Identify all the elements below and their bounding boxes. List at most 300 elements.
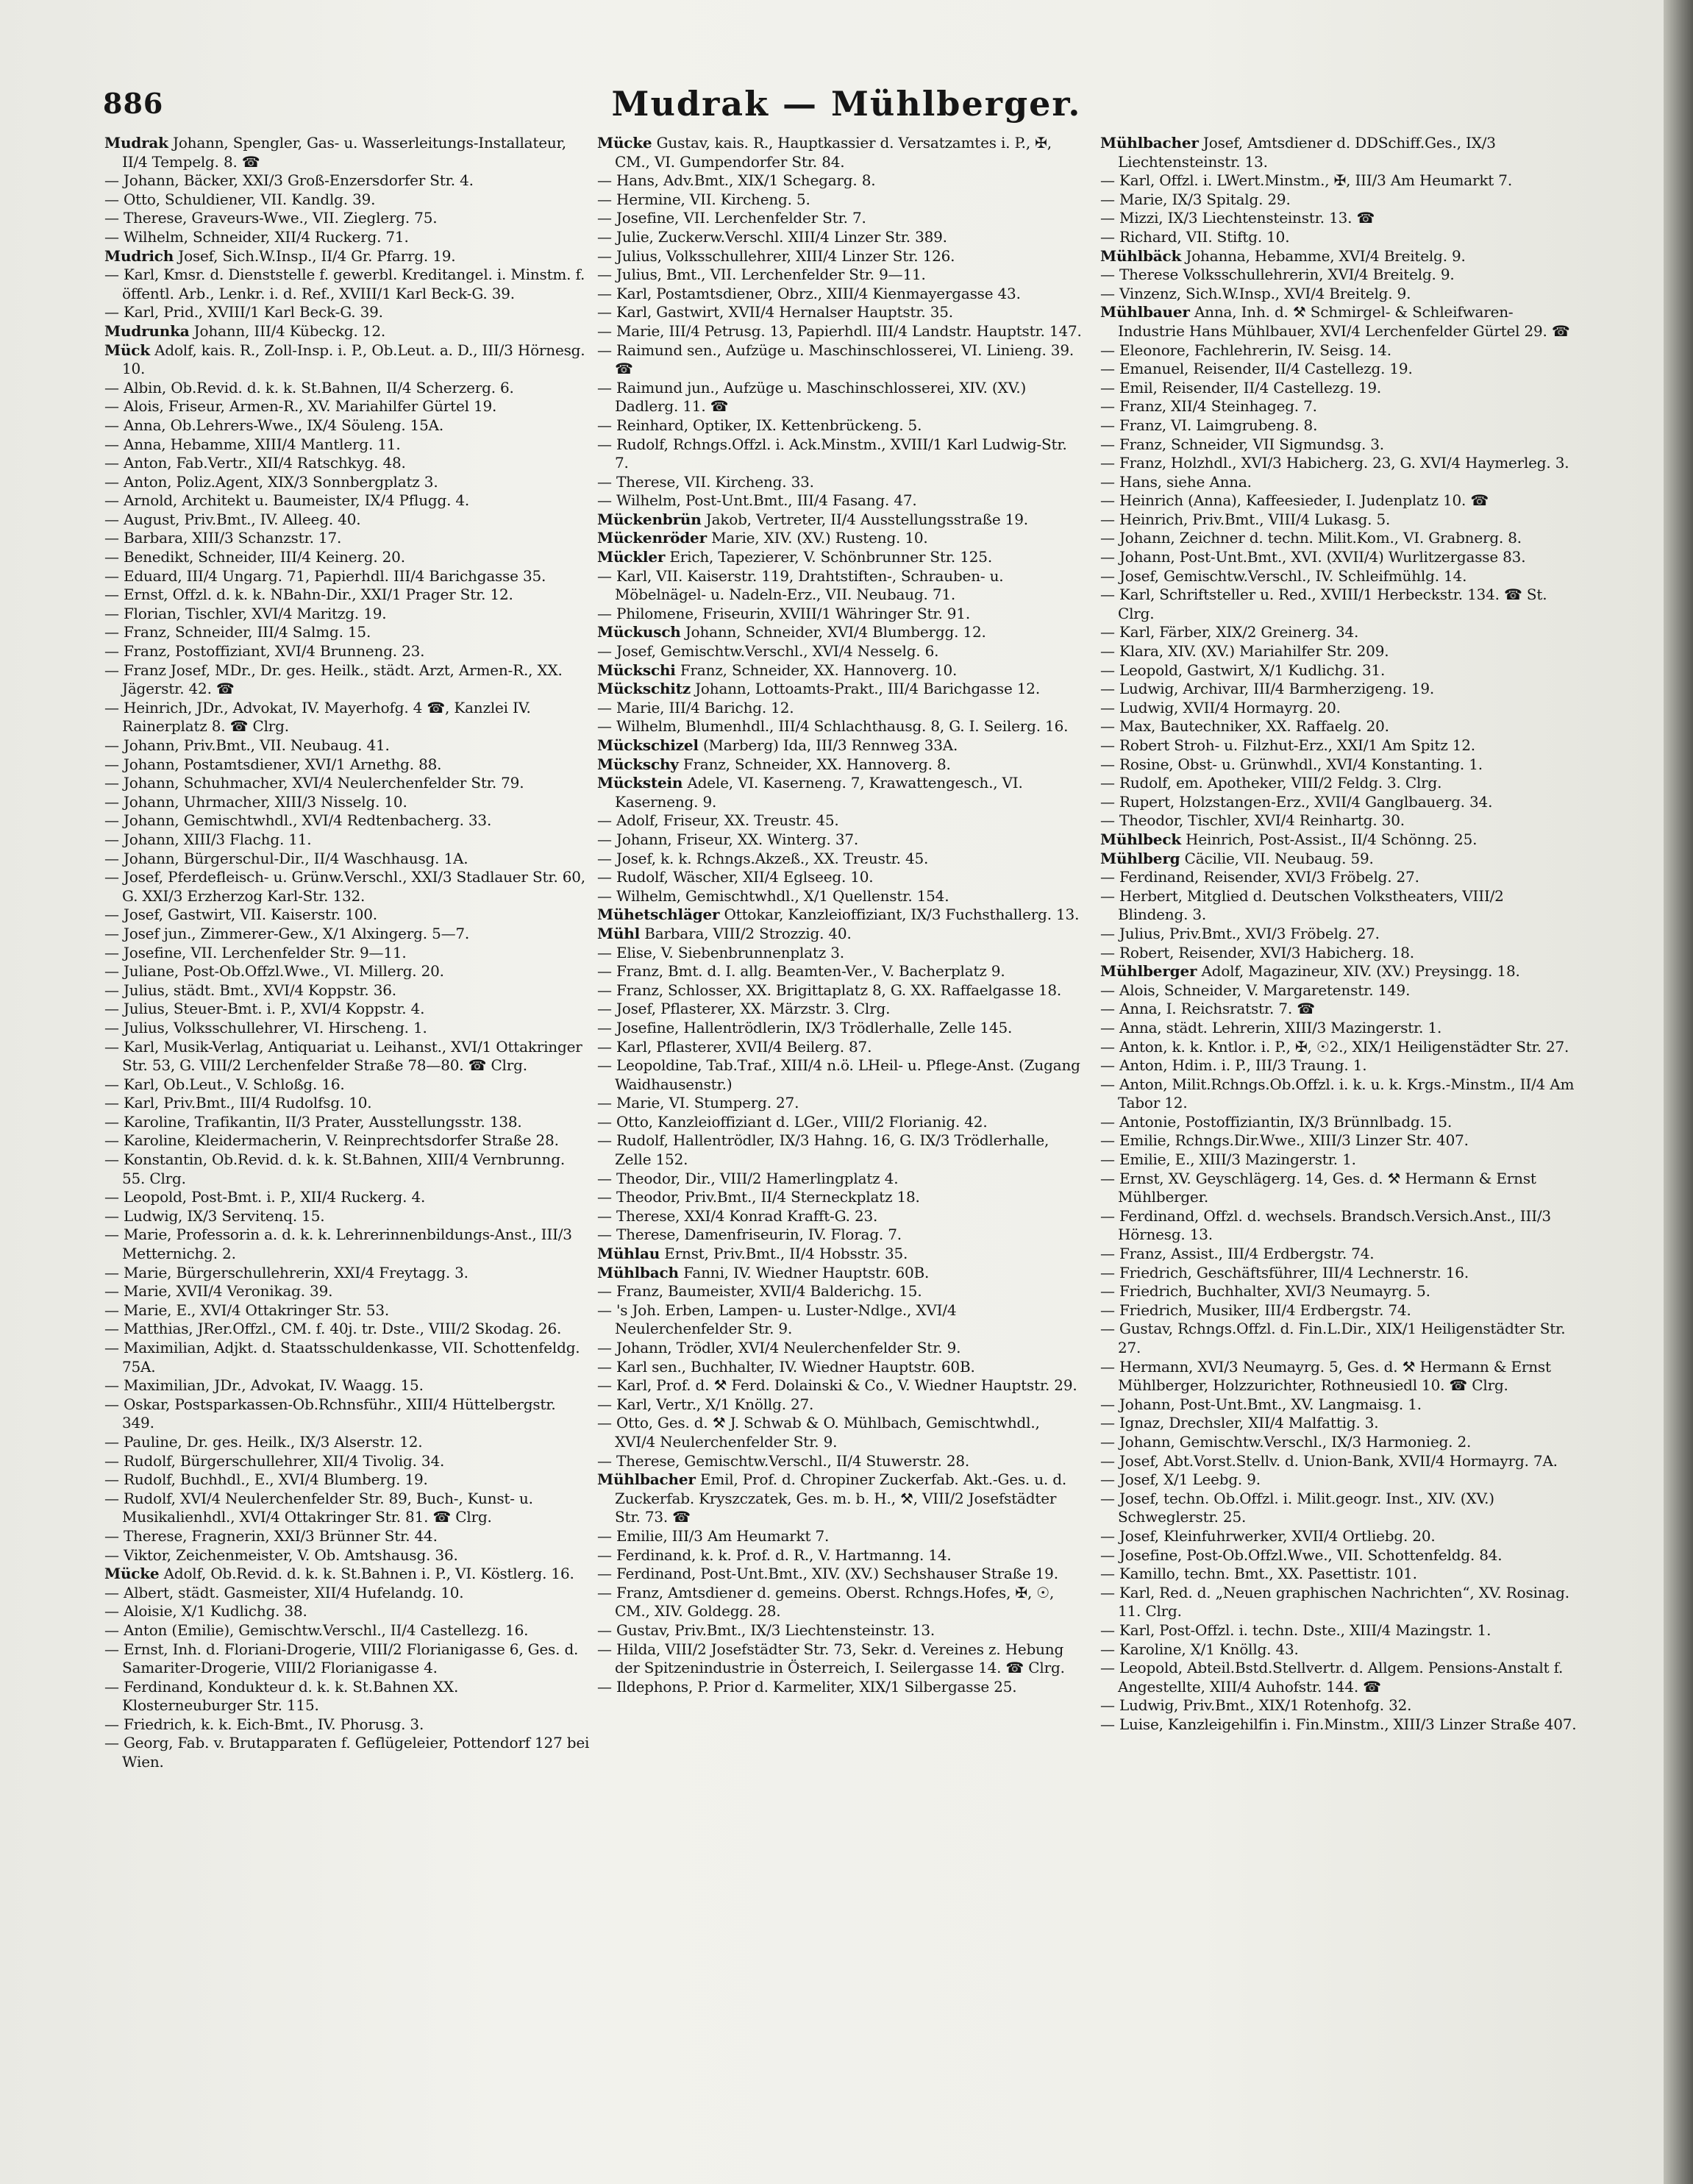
- entry-text: — Oskar, Postsparkassen-Ob.Rchnsführ., XIII/4 Hüttelbergstr. 349.: [104, 1395, 556, 1432]
- directory-entry: [1100, 473, 1578, 492]
- directory-entry: [597, 623, 1083, 642]
- directory-entry: [597, 1395, 1083, 1415]
- entry-text: Adele, VI. Kaserneng. 7, Krawattengesch., VI. Kaserneng. 9.: [615, 774, 1023, 811]
- entry-text: Franz, Schneider, XX. Hannoverg. 10.: [680, 661, 958, 679]
- entry-text: — Marie, XVII/4 Veronikag. 39.: [104, 1282, 333, 1301]
- directory-entry: [597, 850, 1083, 869]
- entry-text: — Kamillo, techn. Bmt., XX. Pasettistr. 101.: [1100, 1565, 1417, 1583]
- directory-entry: [597, 736, 1083, 755]
- entry-text: Gustav, kais. R., Hauptkassier d. Versatzamtes i. P., ✠, CM., VI. Gumpendorfer Str. 84.: [615, 134, 1052, 171]
- entry-text: — Karl, Postamtsdiener, Obrz., XIII/4 Kienmayergasse 43.: [597, 284, 1021, 302]
- entry-text: — Karoline, X/1 Knöllg. 43.: [1100, 1640, 1299, 1658]
- directory-entry: [104, 830, 590, 850]
- entry-surname: Mudrak: [104, 134, 168, 152]
- entry-text: — Ildephons, P. Prior d. Karmeliter, XIX/1 Silbergasse 25.: [597, 1677, 1017, 1696]
- directory-entry: [104, 1113, 590, 1132]
- entry-text: — Therese Volksschullehrerin, XVI/4 Breitelg. 9.: [1100, 266, 1455, 284]
- entry-text: — Johann, Zeichner d. techn. Milit.Kom., VI. Grabnerg. 8.: [1100, 529, 1522, 547]
- directory-entry: [104, 1565, 590, 1584]
- directory-entry: [1100, 491, 1578, 511]
- entry-text: Erich, Tapezierer, V. Schönbrunner Str. 125.: [669, 548, 992, 566]
- directory-entry: [104, 850, 590, 869]
- entry-text: — Anton, Poliz.Agent, XIX/3 Sonnbergplatz 3.: [104, 472, 438, 491]
- directory-entry: [597, 1565, 1083, 1584]
- entry-text: (Marberg) Ida, III/3 Rennweg 33A.: [702, 736, 958, 754]
- directory-entry: [597, 944, 1083, 963]
- directory-entry: [597, 1245, 1083, 1264]
- directory-entry: [597, 868, 1083, 887]
- directory-entry: [597, 473, 1083, 492]
- directory-entry: [1100, 1621, 1578, 1640]
- entry-text: — Marie, VI. Stumperg. 27.: [597, 1094, 799, 1112]
- entry-text: — Konstantin, Ob.Revid. d. k. k. St.Bahnen, XIII/4 Vernbrunng. 55. Clrg.: [104, 1150, 565, 1187]
- directory-entry: [104, 906, 590, 925]
- directory-entry: [597, 303, 1083, 322]
- entry-text: — Viktor, Zeichenmeister, V. Ob. Amtshausg. 36.: [104, 1545, 458, 1564]
- directory-entry: [597, 209, 1083, 228]
- entry-surname: Mühlberger: [1100, 962, 1197, 981]
- directory-entry: [597, 1000, 1083, 1019]
- directory-entry: [597, 887, 1083, 906]
- directory-entry: [597, 1056, 1083, 1094]
- entry-text: — Josef, X/1 Leebg. 9.: [1100, 1470, 1261, 1489]
- entry-text: — Josef, Gastwirt, VII. Kaiserstr. 100.: [104, 906, 377, 924]
- entry-text: — Philomene, Friseurin, XVIII/1 Währinger Str. 91.: [597, 604, 970, 622]
- entry-text: Barbara, VIII/2 Strozzig. 40.: [644, 924, 852, 942]
- entry-text: — Franz, Postoffiziant, XVI/4 Brunneng. 23.: [104, 642, 425, 661]
- directory-entry: [597, 1640, 1083, 1678]
- page-edge-shadow: [1664, 0, 1693, 2184]
- directory-entry: [597, 247, 1083, 266]
- entry-text: — Karl, VII. Kaiserstr. 119, Drahtstiften-, Schrauben- u. Möbelnägel- u. Nadeln-Erz., VII. Neubaug. 71.: [597, 566, 1004, 604]
- directory-entry: [1100, 661, 1578, 680]
- directory-entry: [597, 1527, 1083, 1546]
- directory-column-2: [597, 134, 1083, 2149]
- entry-text: — Franz, Holzhdl., XVI/3 Habicherg. 23, G. XVI/4 Haymerleg. 3.: [1100, 454, 1569, 472]
- entry-text: — Leopold, Post-Bmt. i. P., XII/4 Ruckerg. 4.: [104, 1188, 426, 1206]
- entry-surname: Mückenbrün: [597, 510, 702, 528]
- directory-entry: [1100, 397, 1578, 416]
- directory-entry: [104, 1150, 590, 1188]
- entry-text: Emil, Prof. d. Chropiner Zuckerfab. Akt.-Ges. u. d. Zuckerfab. Kryszczatek, Ges. m. b. H., ⚒, VIII/2 Josefstädter Str. 73. ☎: [615, 1470, 1066, 1526]
- directory-entry: [1100, 266, 1578, 285]
- entry-text: — Raimund jun., Aufzüge u. Maschinschlosserei, XIV. (XV.) Dadlerg. 11. ☎: [597, 378, 1027, 416]
- entry-text: — Hans, siehe Anna.: [1100, 472, 1252, 491]
- entry-text: — Alois, Friseur, Armen-R., XV. Mariahilfer Gürtel 19.: [104, 397, 497, 416]
- entry-text: Marie, XIV. (XV.) Rusteng. 10.: [711, 529, 928, 547]
- entry-text: — Karl, Kmsr. d. Dienststelle f. gewerbl. Kreditangel. i. Minstm. f. öffentl. Arb., Lenkr. i. d. Ref., XVIII/1 Karl Beck-G. 39.: [104, 266, 585, 302]
- directory-entry: [1100, 529, 1578, 548]
- entry-text: — Leopold, Gastwirt, X/1 Kudlichg. 31.: [1100, 661, 1386, 679]
- entry-text: — Rudolf, XVI/4 Neulerchenfelder Str. 89, Buch-, Kunst- u. Musikalienhdl., XVI/4 Ottakringer Str. 81. ☎ Clrg.: [104, 1489, 533, 1526]
- directory-entry: [104, 134, 590, 171]
- directory-entry: [1100, 1490, 1578, 1527]
- directory-entry: [1100, 1113, 1578, 1132]
- entry-text: — Matthias, JRer.Offzl., CM. f. 40j. tr. Dste., VIII/2 Skodag. 26.: [104, 1320, 562, 1338]
- entry-text: — Georg, Fab. v. Brutapparaten f. Geflügeleier, Pottendorf 127 bei Wien.: [104, 1734, 590, 1771]
- entry-text: — Johann, XIII/3 Flachg. 11.: [104, 830, 312, 848]
- directory-entry: [104, 1395, 590, 1433]
- entry-text: — Julius, Volksschullehrer, XIII/4 Linzer Str. 126.: [597, 246, 955, 265]
- directory-entry: [597, 1264, 1083, 1283]
- entry-text: — Otto, Schuldiener, VII. Kandlg. 39.: [104, 190, 376, 208]
- entry-text: — Karl, Priv.Bmt., III/4 Rudolfsg. 10.: [104, 1094, 372, 1112]
- directory-entry: [597, 1452, 1083, 1471]
- entry-text: — Emilie, E., XIII/3 Mazingerstr. 1.: [1100, 1150, 1356, 1169]
- directory-entry: [104, 511, 590, 530]
- entry-text: — Marie, E., XVI/4 Ottakringer Str. 53.: [104, 1301, 390, 1319]
- directory-entry: [1100, 774, 1578, 793]
- entry-text: — Rudolf, Rchngs.Offzl. i. Ack.Minstm., XVIII/1 Karl Ludwig-Str. 7.: [597, 435, 1067, 472]
- entry-text: — Hans, Adv.Bmt., XIX/1 Schegarg. 8.: [597, 171, 876, 190]
- directory-entry: [104, 1452, 590, 1471]
- entry-text: — Ferdinand, Kondukteur d. k. k. St.Bahnen XX. Klosterneuburger Str. 115.: [104, 1677, 459, 1715]
- entry-text: — Friedrich, Geschäftsführer, III/4 Lechnerstr. 16.: [1100, 1263, 1469, 1281]
- directory-entry: [1100, 1546, 1578, 1565]
- entry-text: — Karl, Post-Offzl. i. techn. Dste., XIII/4 Mazingstr. 1.: [1100, 1621, 1491, 1639]
- entry-text: — Karl, Vertr., X/1 Knöllg. 27.: [597, 1395, 814, 1413]
- entry-text: — Ferdinand, Offzl. d. wechsels. Brandsch.Versich.Anst., III/3 Hörnesg. 13.: [1100, 1206, 1551, 1244]
- directory-entry: [104, 435, 590, 455]
- entry-text: — Wilhelm, Schneider, XII/4 Ruckerg. 71.: [104, 227, 409, 246]
- directory-entry: [1100, 1131, 1578, 1150]
- entry-text: — Johann, Gemischtw.Verschl., IX/3 Harmonieg. 2.: [1100, 1432, 1472, 1451]
- directory-entry: [104, 341, 590, 379]
- directory-entry: [597, 1358, 1083, 1377]
- directory-entry: [1100, 1282, 1578, 1301]
- directory-entry: [1100, 1584, 1578, 1621]
- directory-entry: [1100, 811, 1578, 830]
- directory-entry: [597, 1207, 1083, 1226]
- directory-entry: [1100, 379, 1578, 398]
- entry-text: — Therese, VII. Kircheng. 33.: [597, 472, 814, 491]
- entry-text: Anna, Inh. d. ⚒ Schmirgel- & Schleifwaren-Industrie Hans Mühlbauer, XVI/4 Lerchenfelder Gürtel 29. ☎: [1118, 303, 1570, 340]
- directory-entry: [104, 1019, 590, 1038]
- entry-text: Heinrich, Post-Assist., II/4 Schönng. 25.: [1186, 830, 1478, 848]
- entry-text: Johann, III/4 Kübeckg. 12.: [193, 321, 385, 340]
- directory-entry: [597, 906, 1083, 925]
- directory-entry: [597, 830, 1083, 850]
- entry-text: — Karl, Red. d. „Neuen graphischen Nachrichten“, XV. Rosinag. 11. Clrg.: [1100, 1583, 1569, 1621]
- entry-surname: Mühlbacher: [597, 1470, 696, 1489]
- entry-surname: Mühlbeck: [1100, 830, 1181, 848]
- directory-entry: [104, 774, 590, 793]
- directory-entry: [597, 134, 1083, 171]
- entry-surname: Mühlberg: [1100, 849, 1180, 867]
- entry-surname: Mückschizel: [597, 736, 699, 754]
- entry-text: — Johann, Friseur, XX. Winterg. 37.: [597, 830, 859, 848]
- directory-entry: [104, 981, 590, 1000]
- directory-entry: [1100, 925, 1578, 944]
- directory-entry: [104, 473, 590, 492]
- entry-text: — Anna, I. Reichsratstr. 7. ☎: [1100, 1000, 1315, 1018]
- directory-entry: [597, 322, 1083, 341]
- entry-surname: Mühlbäck: [1100, 246, 1182, 265]
- directory-entry: [1100, 1414, 1578, 1433]
- entry-text: — Friedrich, Buchhalter, XVI/3 Neumayrg. 5.: [1100, 1282, 1430, 1301]
- entry-text: — Rosine, Obst- u. Grünwhdl., XVI/4 Konstanting. 1.: [1100, 755, 1483, 773]
- directory-entry: [104, 548, 590, 567]
- entry-text: — Karl, Färber, XIX/2 Greinerg. 34.: [1100, 623, 1359, 641]
- entry-surname: Mudrunka: [104, 321, 190, 340]
- directory-entry: [597, 529, 1083, 548]
- directory-entry: [597, 1188, 1083, 1207]
- entry-text: — Wilhelm, Gemischtwhdl., X/1 Quellenstr. 154.: [597, 886, 949, 905]
- directory-entry: [1100, 303, 1578, 341]
- page-number: 886: [103, 87, 164, 120]
- directory-entry: [1100, 209, 1578, 228]
- directory-entry: [1100, 1320, 1578, 1357]
- entry-text: — Eleonore, Fachlehrerin, IV. Seisg. 14.: [1100, 341, 1391, 359]
- entry-text: — Julius, städt. Bmt., XVI/4 Koppstr. 36.: [104, 981, 396, 999]
- entry-text: — Mizzi, IX/3 Liechtensteinstr. 13. ☎: [1100, 209, 1375, 227]
- directory-entry: [1100, 228, 1578, 247]
- directory-entry: [1100, 1527, 1578, 1546]
- entry-text: — Rupert, Holzstangen-Erz., XVII/4 Ganglbauerg. 34.: [1100, 792, 1493, 811]
- entry-text: — Leopoldine, Tab.Traf., XIII/4 n.ö. LHeil- u. Pflege-Anst. (Zugang Waidhausenstr.): [597, 1056, 1080, 1093]
- entry-text: — Robert, Reisender, XVI/3 Habicherg. 18.: [1100, 943, 1414, 961]
- entry-text: — Johann, Post-Unt.Bmt., XVI. (XVII/4) Wurlitzergasse 83.: [1100, 548, 1526, 566]
- entry-text: — Friedrich, k. k. Eich-Bmt., IV. Phorusg. 3.: [104, 1715, 424, 1733]
- directory-entry: [104, 1282, 590, 1301]
- entry-text: — Josef, Pferdefleisch- u. Grünw.Verschl., XXI/3 Stadlauer Str. 60, G. XXI/3 Erzherzog Karl-Str. 132.: [104, 868, 585, 905]
- entry-text: — Marie, III/4 Barichg. 12.: [597, 698, 794, 716]
- entry-text: — Julie, Zuckerw.Verschl. XIII/4 Linzer Str. 389.: [597, 227, 947, 246]
- directory-entry: [597, 1019, 1083, 1038]
- entry-text: — Emil, Reisender, II/4 Castellezg. 19.: [1100, 378, 1382, 396]
- directory-entry: [104, 228, 590, 247]
- entry-text: — Johann, Schuhmacher, XVI/4 Neulerchenfelder Str. 79.: [104, 774, 524, 792]
- directory-entry: [1100, 1075, 1578, 1113]
- entry-text: — Theodor, Tischler, XVI/4 Reinhartg. 30.: [1100, 811, 1405, 830]
- entry-text: — Therese, Graveurs-Wwe., VII. Zieglerg. 75.: [104, 209, 438, 227]
- directory-entry: [104, 1094, 590, 1113]
- entry-text: — Eduard, III/4 Ungarg. 71, Papierhdl. III/4 Barichgasse 35.: [104, 566, 546, 585]
- directory-entry: [597, 1131, 1083, 1169]
- entry-text: — Karoline, Kleidermacherin, V. Reinprechtsdorfer Straße 28.: [104, 1131, 559, 1150]
- entry-text: — Juliane, Post-Ob.Offzl.Wwe., VI. Millerg. 20.: [104, 962, 444, 981]
- directory-entry: [1100, 623, 1578, 642]
- directory-entry: [104, 1527, 590, 1546]
- directory-entry: [104, 1000, 590, 1019]
- entry-surname: Mückschitz: [597, 680, 691, 698]
- directory-entry: [1100, 1452, 1578, 1471]
- directory-entry: [104, 1301, 590, 1320]
- entry-text: — Franz, Amtsdiener d. gemeins. Oberst. Rchngs.Hofes, ✠, ☉, CM., XIV. Goldegg. 28.: [597, 1583, 1055, 1621]
- directory-entry: [1100, 567, 1578, 586]
- entry-text: — Julius, Priv.Bmt., XVI/3 Fröbelg. 27.: [1100, 924, 1380, 942]
- directory-entry: [597, 811, 1083, 830]
- entry-text: — Josef jun., Zimmerer-Gew., X/1 Alxingerg. 5—7.: [104, 924, 470, 942]
- entry-text: — Ernst, XV. Geyschlägerg. 14, Ges. d. ⚒ Hermann & Ernst Mühlberger.: [1100, 1169, 1536, 1206]
- entry-text: — Maximilian, JDr., Advokat, IV. Waagg. 15.: [104, 1376, 424, 1395]
- directory-entry: [597, 981, 1083, 1000]
- entry-text: — Anna, städt. Lehrerin, XIII/3 Mazingerstr. 1.: [1100, 1018, 1442, 1036]
- entry-surname: Mücke: [104, 1565, 160, 1583]
- directory-entry: [1100, 1395, 1578, 1415]
- directory-entry: [1100, 642, 1578, 661]
- directory-entry: [597, 1170, 1083, 1189]
- entry-text: — Leopold, Abteil.Bstd.Stellvertr. d. Allgem. Pensions-Anstalt f. Angestellte, XIII/4 Auhofstr. 144. ☎: [1100, 1659, 1564, 1696]
- entry-text: — Reinhard, Optiker, IX. Kettenbrückeng. 5.: [597, 416, 922, 434]
- directory-entry: [1100, 1659, 1578, 1696]
- directory-entry: [597, 379, 1083, 416]
- entry-text: — Hermann, XVI/3 Neumayrg. 5, Ges. d. ⚒ Hermann & Ernst Mühlberger, Holzzurichter, Rothneusiedl 10. ☎ Clrg.: [1100, 1357, 1551, 1395]
- entry-text: Josef, Sich.W.Insp., II/4 Gr. Pfarrg. 19.: [178, 246, 456, 265]
- entry-text: — Florian, Tischler, XVI/4 Maritzg. 19.: [104, 604, 387, 622]
- directory-entry: [104, 1715, 590, 1735]
- entry-text: — Therese, XXI/4 Konrad Krafft-G. 23.: [597, 1206, 878, 1225]
- directory-entry: [1100, 1056, 1578, 1075]
- directory-entry: [1100, 360, 1578, 379]
- directory-entry: [597, 491, 1083, 511]
- directory-entry: [597, 1226, 1083, 1245]
- directory-entry: [104, 247, 590, 266]
- entry-text: — Julius, Bmt., VII. Lerchenfelder Str. 9—11.: [597, 266, 926, 284]
- entry-text: — August, Priv.Bmt., IV. Alleeg. 40.: [104, 510, 361, 528]
- directory-entry: [104, 1376, 590, 1395]
- entry-text: — Therese, Gemischtw.Verschl., II/4 Stuwerstr. 28.: [597, 1451, 970, 1470]
- directory-entry: [1100, 134, 1578, 171]
- directory-entry: [1100, 850, 1578, 869]
- entry-text: — Franz, Schneider, III/4 Salmg. 15.: [104, 623, 371, 641]
- entry-surname: Mückler: [597, 548, 666, 566]
- entry-text: — Wilhelm, Post-Unt.Bmt., III/4 Fasang. 47.: [597, 491, 917, 510]
- entry-text: — Josef, Gemischtw.Verschl., XVI/4 Nesselg. 6.: [597, 642, 939, 661]
- entry-text: — Albin, Ob.Revid. d. k. k. St.Bahnen, II/4 Scherzerg. 6.: [104, 378, 514, 396]
- entry-text: — Julius, Volksschullehrer, VI. Hirscheng. 1.: [104, 1018, 427, 1036]
- directory-entry: [597, 191, 1083, 210]
- entry-text: — Heinrich (Anna), Kaffeesieder, I. Judenplatz 10. ☎: [1100, 491, 1489, 510]
- directory-entry: [1100, 435, 1578, 455]
- entry-text: — Ludwig, Archivar, III/4 Barmherzigeng. 19.: [1100, 680, 1435, 698]
- directory-entry: [1100, 548, 1578, 567]
- entry-text: — Benedikt, Schneider, III/4 Keinerg. 20.: [104, 548, 405, 566]
- entry-text: Adolf, Ob.Revid. d. k. k. St.Bahnen i. P., VI. Köstlerg. 16.: [163, 1565, 574, 1583]
- entry-text: — Karl, Pflasterer, XVII/4 Beilerg. 87.: [597, 1037, 872, 1056]
- entry-text: — Marie, IX/3 Spitalg. 29.: [1100, 190, 1291, 208]
- entry-text: Jakob, Vertreter, II/4 Ausstellungsstraße 19.: [705, 510, 1028, 528]
- directory-entry: [104, 1584, 590, 1603]
- directory-entry: [1100, 1000, 1578, 1019]
- entry-surname: Mückstein: [597, 774, 683, 792]
- entry-text: — Franz, XII/4 Steinhageg. 7.: [1100, 397, 1317, 416]
- directory-entry: [104, 1678, 590, 1715]
- directory-entry: [1100, 793, 1578, 812]
- entry-text: — Anton, k. k. Kntlor. i. P., ✠, ☉2., XIX/1 Heiligenstädter Str. 27.: [1100, 1037, 1569, 1056]
- directory-entry: [104, 491, 590, 511]
- entry-text: — Josef, techn. Ob.Offzl. i. Milit.geogr. Inst., XIV. (XV.) Schweglerstr. 25.: [1100, 1489, 1494, 1526]
- entry-text: — Josef, k. k. Rchngs.Akzeß., XX. Treustr. 45.: [597, 849, 929, 867]
- directory-entry: [104, 962, 590, 981]
- directory-column-1: [104, 134, 590, 2149]
- entry-text: — Johann, Priv.Bmt., VII. Neubaug. 41.: [104, 736, 390, 754]
- entry-text: — Alois, Schneider, V. Margaretenstr. 149.: [1100, 981, 1411, 999]
- entry-text: — Ferdinand, k. k. Prof. d. R., V. Hartmanng. 14.: [597, 1545, 952, 1564]
- directory-entry: [104, 1490, 590, 1527]
- entry-surname: Mudrich: [104, 246, 174, 265]
- entry-text: — Karl, Schriftsteller u. Red., XVIII/1 Herbeckstr. 134. ☎ St. Clrg.: [1100, 586, 1547, 622]
- entry-text: — Josefine, Hallentrödlerin, IX/3 Trödlerhalle, Zelle 145.: [597, 1018, 1013, 1036]
- directory-entry: [104, 1339, 590, 1376]
- entry-text: — Josef, Gemischtw.Verschl., IV. Schleifmühlg. 14.: [1100, 566, 1467, 585]
- directory-entry: [1100, 962, 1578, 981]
- entry-text: Johann, Spengler, Gas- u. Wasserleitungs-Installateur, II/4 Tempelg. 8. ☎: [122, 134, 566, 171]
- directory-entry: [104, 1602, 590, 1621]
- entry-text: — Johann, Postamtsdiener, XVI/1 Arnethg. 88.: [104, 755, 442, 773]
- directory-entry: [597, 1621, 1083, 1640]
- entry-text: — Maximilian, Adjkt. d. Staatsschuldenkasse, VII. Schottenfeldg. 75A.: [104, 1339, 580, 1376]
- entry-text: — Franz, VI. Laimgrubeng. 8.: [1100, 416, 1318, 434]
- entry-text: — Arnold, Architekt u. Baumeister, IX/4 Pflugg. 4.: [104, 491, 470, 510]
- directory-entry: [104, 755, 590, 775]
- entry-surname: Mühlau: [597, 1245, 660, 1263]
- directory-entry: [597, 925, 1083, 944]
- entry-text: — Anton, Fab.Vertr., XII/4 Ratschkyg. 48.: [104, 454, 406, 472]
- entry-text: Ottokar, Kanzleioffiziant, IX/3 Fuchsthallerg. 13.: [724, 906, 1080, 924]
- entry-text: — Rudolf, Bürgerschullehrer, XII/4 Tivolig. 34.: [104, 1451, 445, 1470]
- directory-entry: [104, 209, 590, 228]
- directory-entry: [597, 699, 1083, 718]
- entry-text: — Josefine, VII. Lerchenfelder Str. 9—11.: [104, 943, 407, 961]
- directory-entry: [597, 416, 1083, 435]
- directory-entry: [1100, 1715, 1578, 1735]
- entry-text: — Theodor, Priv.Bmt., II/4 Sterneckplatz 18.: [597, 1188, 920, 1206]
- entry-surname: Mück: [104, 341, 150, 359]
- entry-text: — Karoline, Trafikantin, II/3 Prater, Ausstellungsstr. 138.: [104, 1112, 522, 1131]
- directory-entry: [1100, 680, 1578, 699]
- directory-entry: [597, 511, 1083, 530]
- directory-entry: [1100, 944, 1578, 963]
- directory-entry: [104, 416, 590, 435]
- entry-text: — Emilie, III/3 Am Heumarkt 7.: [597, 1526, 830, 1545]
- entry-text: Ernst, Priv.Bmt., II/4 Hobsstr. 35.: [664, 1245, 908, 1263]
- entry-text: — Anton, Milit.Rchngs.Ob.Offzl. i. k. u. k. Krgs.-Minstm., II/4 Am Tabor 12.: [1100, 1075, 1575, 1112]
- directory-entry: [104, 605, 590, 624]
- entry-text: — Therese, Fragnerin, XXI/3 Brünner Str. 44.: [104, 1526, 438, 1545]
- directory-entry: [597, 680, 1083, 699]
- entry-surname: Mühlbauer: [1100, 303, 1190, 321]
- directory-entry: [597, 661, 1083, 680]
- entry-text: — Ferdinand, Post-Unt.Bmt., XIV. (XV.) Sechshauser Straße 19.: [597, 1565, 1058, 1583]
- entry-surname: Mühlbach: [597, 1263, 679, 1281]
- directory-entry: [1100, 511, 1578, 530]
- directory-entry: [104, 1264, 590, 1283]
- directory-entry: [104, 1320, 590, 1339]
- directory-entry: [104, 322, 590, 341]
- entry-text: Adolf, kais. R., Zoll-Insp. i. P., Ob.Leut. a. D., III/3 Hörnesg. 10.: [122, 341, 585, 378]
- entry-text: — Max, Bautechniker, XX. Raffaelg. 20.: [1100, 717, 1389, 736]
- directory-entry: [1100, 1696, 1578, 1715]
- entry-text: Fanni, IV. Wiedner Hauptstr. 60B.: [683, 1263, 930, 1281]
- directory-entry: [1100, 1150, 1578, 1170]
- directory-entry: [1100, 1565, 1578, 1584]
- entry-text: — Johann, Bürgerschul-Dir., II/4 Waschhausg. 1A.: [104, 849, 468, 867]
- directory-entry: [1100, 1640, 1578, 1660]
- directory-column-3: [1100, 134, 1578, 2149]
- directory-entry: [104, 567, 590, 586]
- directory-entry: [597, 1584, 1083, 1621]
- directory-entry: [1100, 981, 1578, 1000]
- directory-entry: [1100, 454, 1578, 473]
- directory-entry: [597, 1339, 1083, 1358]
- entry-text: — Vinzenz, Sich.W.Insp., XVI/4 Breitelg. 9.: [1100, 284, 1411, 302]
- directory-entry: [1100, 1170, 1578, 1207]
- entry-text: — Franz, Schneider, VII Sigmundsg. 3.: [1100, 435, 1384, 453]
- entry-text: — Hilda, VIII/2 Josefstädter Str. 73, Sekr. d. Vereines z. Hebung der Spitzenindustrie in Österreich, I. Seilergasse 14. ☎ Clrg.: [597, 1640, 1065, 1677]
- entry-surname: Mühetschläger: [597, 906, 720, 924]
- directory-entry: [104, 1131, 590, 1150]
